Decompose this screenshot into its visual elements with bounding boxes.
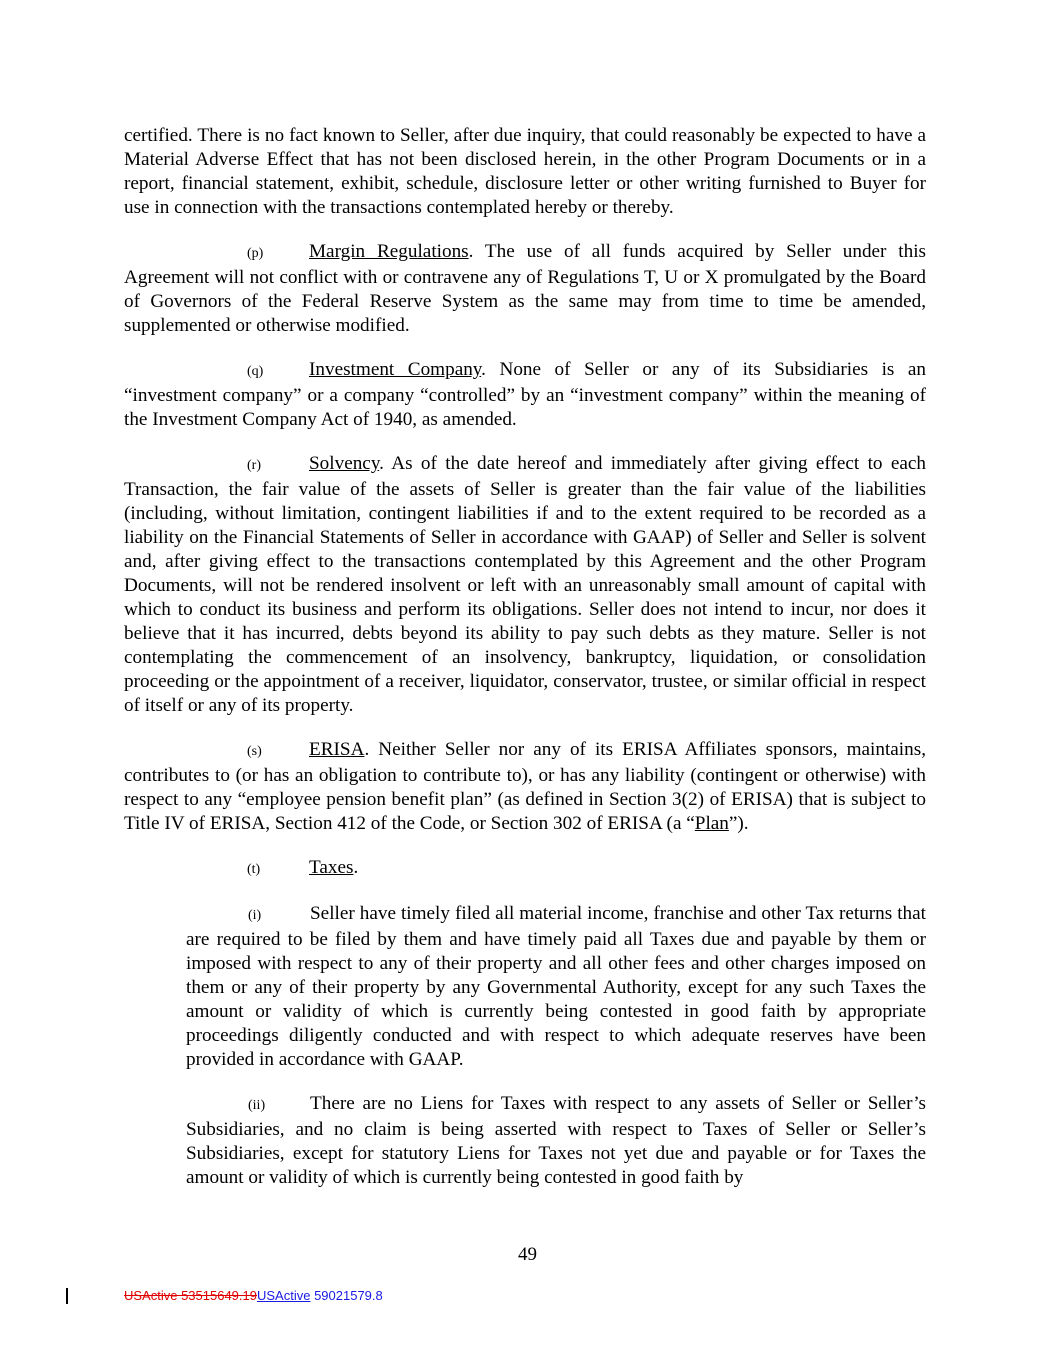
document-page: [124, 124, 926, 1210]
deleted-document-id: USActive 53515649.19: [124, 1288, 257, 1303]
section-r-paragraph: [124, 452, 926, 718]
page-number: 49: [518, 1244, 537, 1265]
section-q-text: . None of Seller or any of its Subsidiaries is an “investment company” or a company “controlled” by an “investment company” within the meaning of the Investment Company Act of 1940, as amended.: [124, 359, 927, 430]
section-p-label: (p): [247, 246, 264, 261]
section-s-text: . Neither Seller nor any of its ERISA Affiliates sponsors, maintains, contributes to (or has an obligation to contribute to), or has any liability (contingent or otherwise) with respect to any “employee pension benefit plan” (as defined in Section 3(2) of ERISA) that is subject to Title IV of ERISA, Section 412 of the Code, or Section 302 of ERISA (a “: [124, 739, 926, 834]
section-r-text: . As of the date hereof and immediately after giving effect to each Transaction, the fair value of the assets of Seller is greater than the fair value of the liabilities (including, without limitation, contingent liabilities if and to the extent required to be recorded as a liability on the Financial Statements of Seller in accordance with GAAP) of Seller and Seller is solvent and, after giving effect to the transactions contemplated by this Agreement and the other Program Documents, will not be rendered insolvent or left with an unreasonably small amount of capital with which to conduct its business and perform its obligations. Seller does not intend to incur, nor does it believe that it has incurred, debts beyond its ability to pay such debts as they mature. Seller is not contemplating the commencement of an insolvency, bankruptcy, liquidation, or consolidation proceeding or the appointment of a receiver, liquidator, conservator, trustee, or similar official in respect of itself or any of its property.: [124, 453, 926, 716]
section-q-heading: Investment Company: [309, 359, 482, 380]
section-t-heading: Taxes: [309, 857, 354, 878]
section-p-heading: Margin Regulations: [309, 241, 469, 262]
section-t-i-paragraph: [186, 902, 926, 1072]
section-t-i-text: Seller have timely filed all material income, franchise and other Tax returns that are required to be filed by them and have timely paid all Taxes due and payable by them or imposed with respect to any of their property and all other fees and other charges imposed on them or any of their property by any Governmental Authority, except for any such Taxes the amount or validity of which is currently being contested in good faith by appropriate proceedings diligently conducted and with respect to which adequate reserves have been provided in accordance with GAAP.: [186, 903, 926, 1070]
section-p-paragraph: [124, 240, 926, 338]
section-s-label: (s): [247, 744, 262, 759]
section-r-label: (r): [247, 458, 261, 473]
document-id-number: 59021579.8: [310, 1288, 383, 1303]
inserted-document-id: USActive: [256, 1288, 311, 1303]
section-s-heading: ERISA: [309, 739, 365, 760]
section-s-paragraph: [124, 738, 926, 836]
section-t-ii-paragraph: [186, 1092, 926, 1190]
section-p-text: . The use of all funds acquired by Seller under this Agreement will not conflict with or contravene any of Regulations T, U or X promulgated by the Board of Governors of the Federal Reserve System as the same may from time to time be amended, supplemented or otherwise modified.: [124, 241, 926, 336]
section-t-i-label: (i): [248, 908, 262, 923]
continuation-paragraph: certified. There is no fact known to Seller, after due inquiry, that could reasonably be expected to have a Material Adverse Effect that has not been disclosed herein, in the other Program Documents or in a report, financial statement, exhibit, schedule, disclosure letter or other writing furnished to Buyer for use in connection with the transactions contemplated hereby or thereby.: [124, 125, 926, 218]
section-t-label: (t): [247, 862, 261, 877]
document-id-footer: [124, 1288, 383, 1304]
section-s-defined-term: Plan: [694, 813, 729, 834]
section-t-ii-text: There are no Liens for Taxes with respect to any assets of Seller or Seller’s Subsidiaries, and no claim is being asserted with respect to Taxes of Seller or Seller’s Subsidiaries, except for statutory Liens for Taxes not yet due and payable or for Taxes the amount or validity of which is currently being contested in good faith by: [186, 1093, 926, 1188]
section-q-paragraph: [124, 358, 926, 432]
section-q-label: (q): [247, 364, 264, 379]
change-bar: [66, 1288, 68, 1304]
section-r-heading: Solvency: [309, 453, 380, 474]
section-t-paragraph: [124, 856, 926, 882]
section-t-heading-end: .: [353, 857, 359, 878]
section-s-text-end: ”).: [728, 813, 749, 834]
section-t-ii-label: (ii): [248, 1098, 266, 1113]
